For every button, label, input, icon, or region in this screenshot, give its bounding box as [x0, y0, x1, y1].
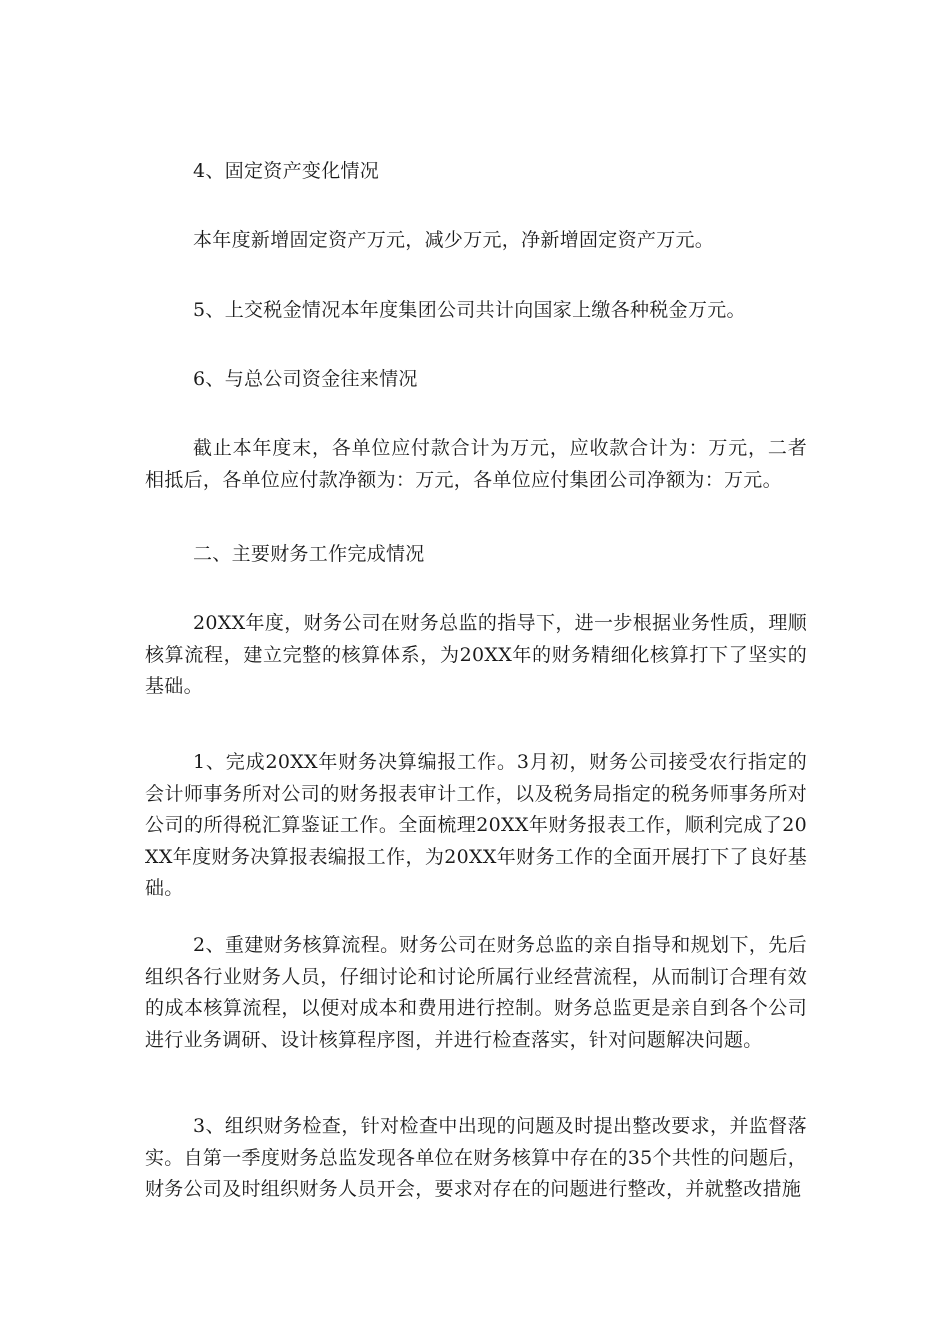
paragraph-item-2: 2、重建财务核算流程。财务公司在财务总监的亲自指导和规划下，先后组织各行业财务人员，仔细讨论和讨论所属行业经营流程，从而制订合理有效的成本核算流程，以便对成本和费用进行控制。财务总监更是亲自到各个公司进行业务调研、设计核算程序图，并进行检查落实，针对问题解决问题。: [145, 934, 807, 1051]
heading-funds-exchange: 6、与总公司资金往来情况: [193, 368, 418, 390]
paragraph-item-3: 3、组织财务检查，针对检查中出现的问题及时提出整改要求，并监督落实。自第一季度财务总监发现各单位在财务核算中存在的35个共性的问题后，财务公司及时组织财务人员开会，要求对存在的问题进行整改，并就整改措施: [145, 1115, 807, 1200]
paragraph-annual-summary: 20XX年度，财务公司在财务总监的指导下，进一步根据业务性质，理顺核算流程，建立完整的核算体系，为20XX年的财务精细化核算打下了坚实的基础。: [145, 612, 807, 697]
section-heading-main-work: 二、主要财务工作完成情况: [193, 543, 425, 565]
paragraph-item-1: 1、完成20XX年财务决算编报工作。3月初，财务公司接受农行指定的会计师事务所对公司的财务报表审计工作，以及税务局指定的税务师事务所对公司的所得税汇算鉴证工作。全面梳理20XX年财务报表工作，顺利完成了20XX年度财务决算报表编报工作，为20XX年财务工作的全面开展打下了良好基础。: [145, 751, 807, 899]
heading-fixed-assets: 4、固定资产变化情况: [193, 160, 380, 182]
paragraph-fixed-assets: 本年度新增固定资产万元，减少万元，净新增固定资产万元。: [193, 229, 715, 251]
paragraph-funds-exchange: 截止本年度末，各单位应付款合计为万元，应收款合计为：万元，二者相抵后，各单位应付款净额为：万元，各单位应付集团公司净额为：万元。: [145, 437, 807, 491]
paragraph-taxes: 5、上交税金情况本年度集团公司共计向国家上缴各种税金万元。: [193, 299, 746, 321]
